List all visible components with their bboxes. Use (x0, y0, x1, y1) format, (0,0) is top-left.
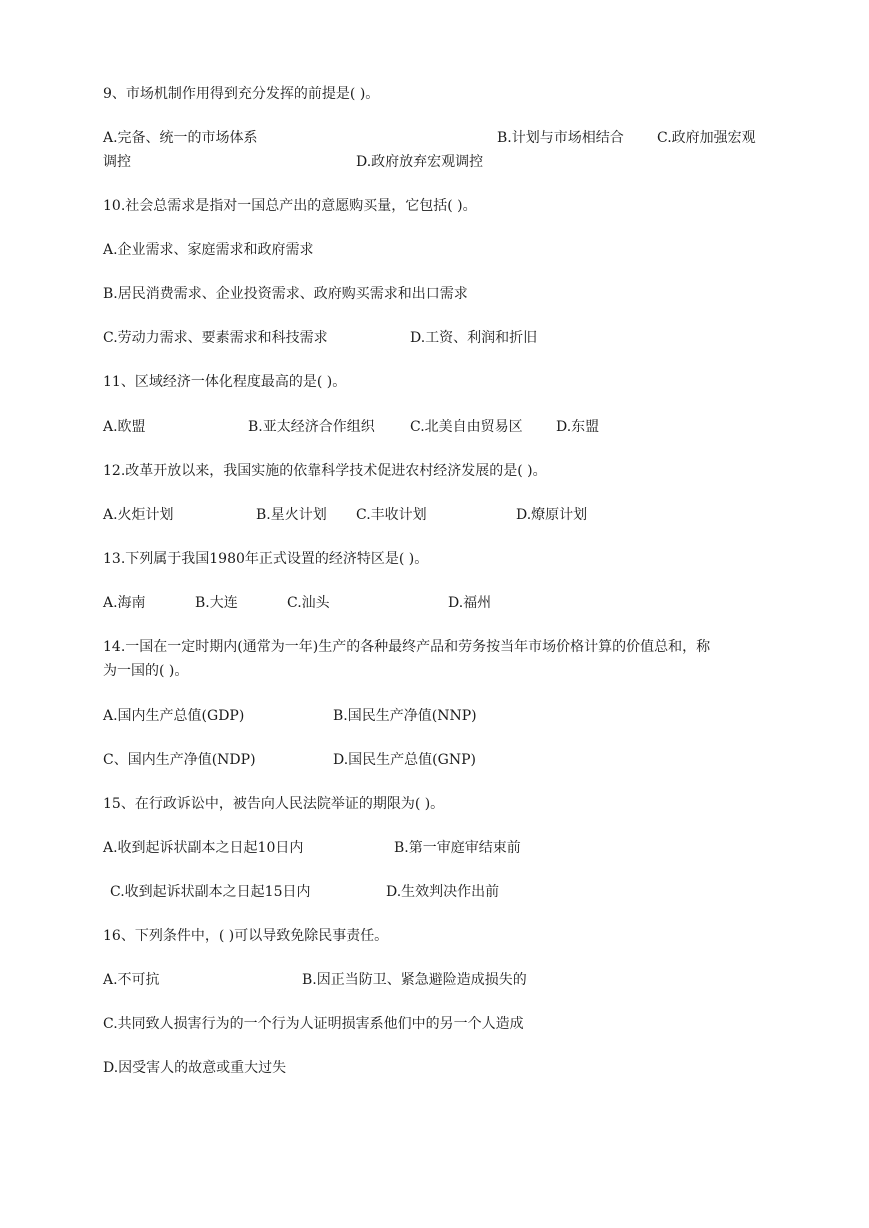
question-9-option-a: A.完备、统一的市场体系 (103, 130, 258, 146)
question-12-option-d: D.燎原计划 (516, 507, 588, 523)
question-15-option-b: B.第一审庭审结束前 (394, 840, 521, 856)
question-15-option-c: C.收到起诉状副本之日起15日内 (110, 884, 311, 900)
question-15-option-a: A.收到起诉状副本之日起10日内 (103, 840, 304, 856)
question-10-option-d: D.工资、利润和折旧 (410, 330, 538, 346)
question-14-option-d: D.国民生产总值(GNP) (333, 752, 476, 768)
question-10-option-c: C.劳动力需求、要素需求和科技需求 (103, 330, 328, 346)
question-9-option-b: B.计划与市场相结合 (497, 130, 624, 146)
question-16-option-c: C.共同致人损害行为的一个行为人证明损害系他们中的另一个人造成 (103, 1016, 524, 1032)
question-12-option-c: C.丰收计划 (356, 507, 427, 523)
question-15-option-d: D.生效判决作出前 (386, 884, 500, 900)
question-9-option-d: D.政府放弃宏观调控 (356, 154, 484, 170)
question-14-option-a: A.国内生产总值(GDP) (103, 708, 245, 724)
question-11-option-d: D.东盟 (556, 419, 600, 435)
question-14-stem-continued: 为一国的( )。 (103, 663, 189, 679)
question-10-option-a: A.企业需求、家庭需求和政府需求 (103, 242, 314, 258)
question-11-option-a: A.欧盟 (103, 419, 146, 435)
question-13-option-c: C.汕头 (287, 595, 330, 611)
question-13-stem: 13.下列属于我国1980年正式设置的经济特区是( )。 (103, 551, 429, 567)
question-12-stem: 12.改革开放以来，我国实施的依靠科学技术促进农村经济发展的是( )。 (103, 463, 547, 479)
question-15-stem: 15、在行政诉讼中，被告向人民法院举证的期限为( )。 (103, 796, 445, 812)
question-13-option-b: B.大连 (195, 595, 238, 611)
question-14-option-c: C、国内生产净值(NDP) (103, 752, 256, 768)
question-11-option-b: B.亚太经济合作组织 (248, 419, 375, 435)
question-13-option-d: D.福州 (448, 595, 492, 611)
question-14-stem: 14.一国在一定时期内(通常为一年)生产的各种最终产品和劳务按当年市场价格计算的价值总和，称 (103, 639, 711, 655)
question-16-option-d: D.因受害人的故意或重大过失 (103, 1060, 287, 1076)
question-14-option-b: B.国民生产净值(NNP) (333, 708, 477, 724)
question-11-stem: 11、区域经济一体化程度最高的是( )。 (103, 374, 347, 390)
question-16-option-a: A.不可抗 (103, 972, 160, 988)
question-9-option-c-wrap: 调控 (103, 154, 131, 170)
question-11-option-c: C.北美自由贸易区 (410, 419, 523, 435)
question-13-option-a: A.海南 (103, 595, 146, 611)
question-12-option-b: B.星火计划 (256, 507, 327, 523)
question-16-stem: 16、下列条件中，( )可以导致免除民事责任。 (103, 928, 389, 944)
question-9-option-c: C.政府加强宏观 (657, 130, 756, 146)
question-12-option-a: A.火炬计划 (103, 507, 174, 523)
question-9-stem: 9、市场机制作用得到充分发挥的前提是( )。 (103, 86, 380, 102)
question-10-stem: 10.社会总需求是指对一国总产出的意愿购买量，它包括( )。 (103, 198, 477, 214)
question-10-option-b: B.居民消费需求、企业投资需求、政府购买需求和出口需求 (103, 286, 468, 302)
question-16-option-b: B.因正当防卫、紧急避险造成损失的 (302, 972, 527, 988)
